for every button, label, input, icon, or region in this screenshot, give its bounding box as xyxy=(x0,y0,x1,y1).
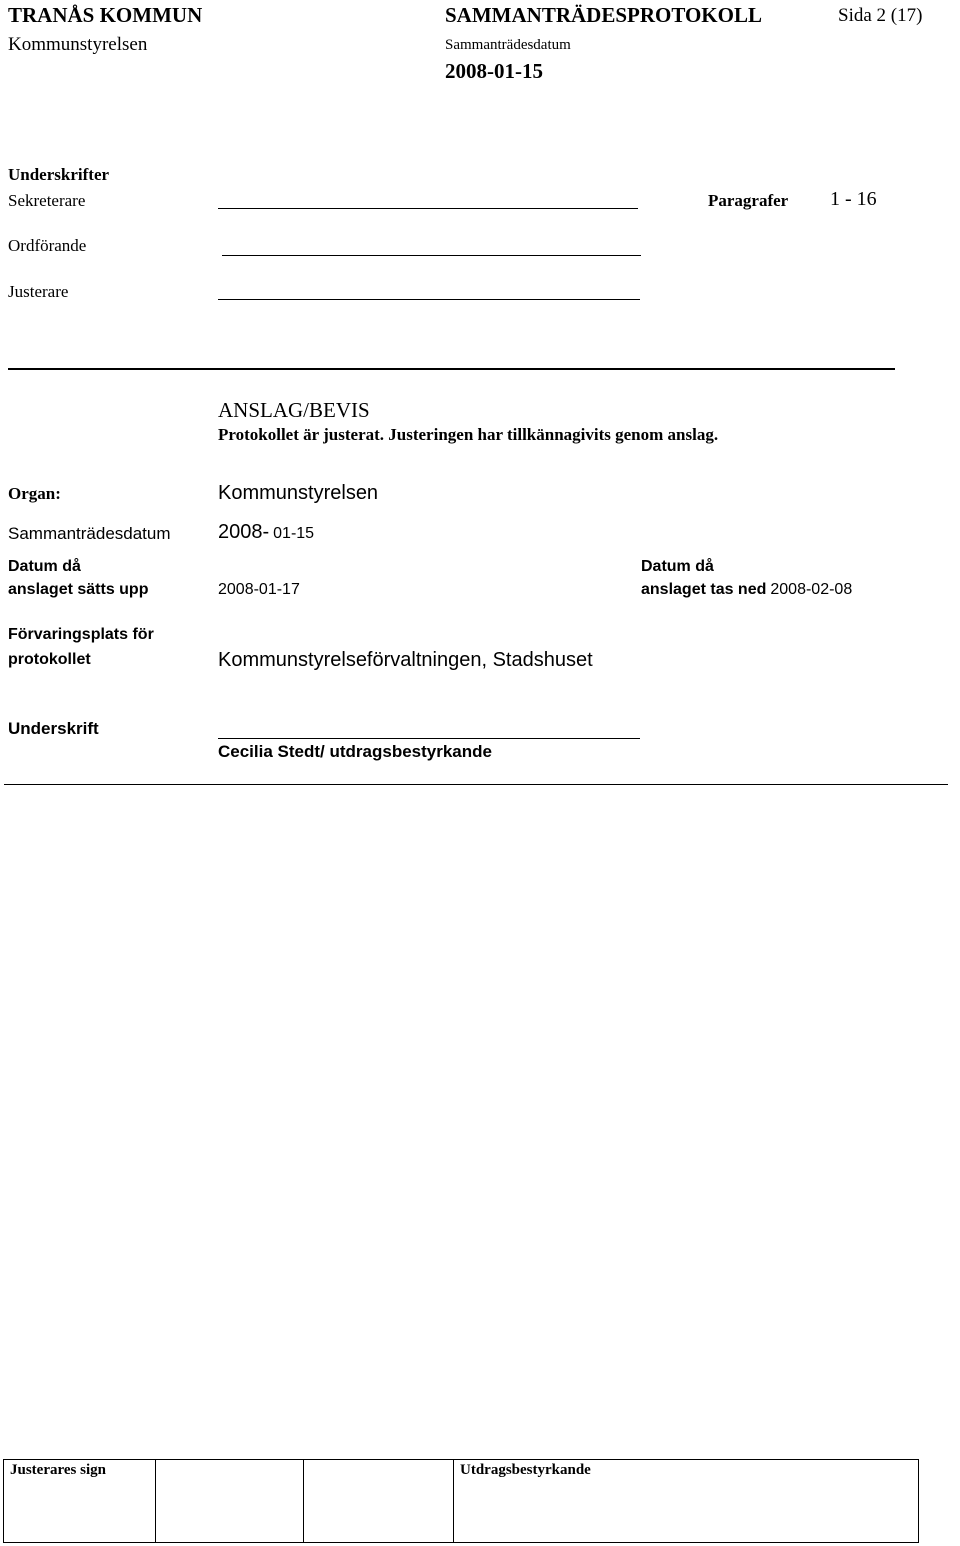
notice-subtitle: Protokollet är justerat. Justeringen har tillkännagivits genom anslag. xyxy=(218,425,719,444)
posted-label-line2: anslaget sätts upp xyxy=(8,581,149,598)
organ-label: Organ: xyxy=(8,484,61,503)
bottom-divider xyxy=(4,784,948,785)
paragraphs-value: 1 - 16 xyxy=(830,188,877,210)
storage-value: Kommunstyrelseförvaltningen, Stadshuset xyxy=(218,649,593,671)
posted-value: 2008-01-17 xyxy=(218,581,300,598)
document-type: SAMMANTRÄDESPROTOKOLL xyxy=(445,3,762,27)
adjuster-label: Justerare xyxy=(8,282,69,301)
meeting-date-value xyxy=(218,521,314,544)
adjuster-sign-box-1 xyxy=(156,1460,304,1543)
storage-label-line1: Förvaringsplats för xyxy=(8,626,154,643)
meeting-date-label-2: Sammanträdesdatum xyxy=(8,524,171,543)
chair-label: Ordförande xyxy=(8,236,87,255)
footer-sign-table xyxy=(3,1459,919,1543)
page-number: Sida 2 (17) xyxy=(838,5,923,26)
adjuster-signature-line xyxy=(218,299,640,300)
committee-name: Kommunstyrelsen xyxy=(8,34,148,55)
signature-label: Underskrift xyxy=(8,719,99,738)
meeting-date-daymonth: 01-15 xyxy=(273,525,315,542)
storage-label-line2: protokollet xyxy=(8,651,91,668)
paragraphs-label: Paragrafer xyxy=(708,191,789,210)
section-divider xyxy=(8,368,895,370)
removed-label-line1: Datum då xyxy=(641,558,714,575)
organ-value: Kommunstyrelsen xyxy=(218,482,379,504)
adjuster-sign-cell: Justerares sign xyxy=(4,1460,156,1543)
removed-label-line2 xyxy=(641,581,852,599)
adjuster-sign-box-2 xyxy=(304,1460,454,1543)
signatures-heading: Underskrifter xyxy=(8,165,110,184)
municipality-name: TRANÅS KOMMUN xyxy=(8,3,203,27)
posted-label-line1: Datum då xyxy=(8,558,81,575)
removed-label: anslaget tas ned xyxy=(641,581,767,598)
meeting-date: 2008-01-15 xyxy=(445,59,543,83)
meeting-date-year: 2008- xyxy=(218,521,270,543)
certifier-name: Cecilia Stedt/ utdragsbestyrkande xyxy=(218,742,492,761)
removed-value: 2008-02-08 xyxy=(770,581,853,598)
secretary-signature-line xyxy=(218,208,638,209)
certified-cell: Utdragsbestyrkande xyxy=(454,1460,919,1543)
chair-signature-line xyxy=(222,255,641,256)
notice-title: ANSLAG/BEVIS xyxy=(218,398,370,422)
certifier-signature-line xyxy=(218,738,640,739)
secretary-label: Sekreterare xyxy=(8,191,86,210)
meeting-date-label: Sammanträdesdatum xyxy=(445,37,571,53)
